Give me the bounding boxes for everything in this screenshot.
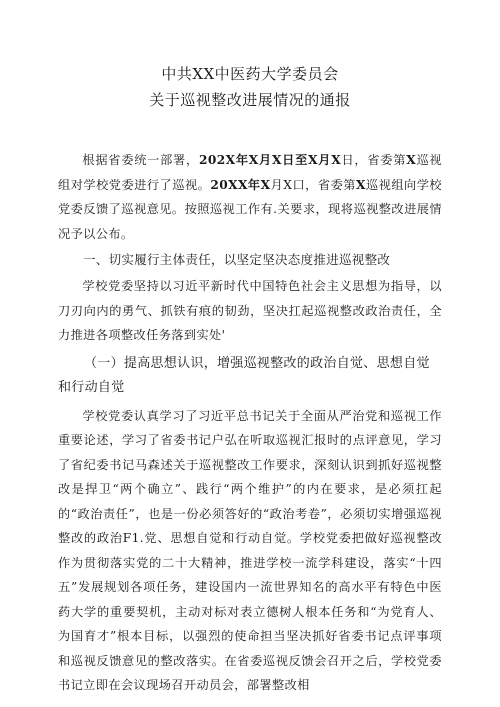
intro-text-bold: 月 (258, 153, 272, 167)
intro-group-x: X (406, 153, 417, 167)
intro-day-x: X (331, 153, 342, 167)
intro-text-bold: 年 (235, 153, 249, 167)
document-title-line-2: 关于巡视整改进展情况的通报 (149, 91, 351, 109)
section-1-subheading-1: （一）提高思想认识，增强巡视整改的政治自觉、思想自觉和行动自觉 (58, 355, 430, 395)
intro-text: 日，省委第 (341, 153, 407, 167)
intro-text-bold: 年 (247, 177, 261, 192)
intro-group-x: X (355, 177, 366, 192)
document-title-line-1: 中共XX中医药大学委员会 (161, 65, 339, 83)
intro-text: 月X口，省委第 (270, 177, 356, 192)
section-1-heading: 一、切实履行主体责任，以坚定坚决态度推进巡视整改 (83, 252, 391, 267)
title-block (58, 62, 442, 112)
intro-paragraph (58, 148, 442, 246)
intro-month-x: X (260, 177, 271, 192)
intro-day-x: X (271, 153, 282, 167)
intro-text: 巡视组对学校党委进行了巡视。 (58, 153, 442, 192)
intro-text-bold: 月 (317, 153, 332, 167)
intro-text: 根据省委统一部署， (82, 153, 199, 167)
intro-month-x: X (248, 153, 259, 167)
section-1-sub-1-paragraph: 学校党委认真学习了习近平总书记关于全面从严治党和巡视工作重要论述，学习了省委书记户弘在听取巡视汇报时的点评意见，学习了省纪委书记马森述关于巡视整改工作要求，深刻认识到抓好巡视整改是捍卫“两个确立”、践行“两个维护”的内在要求，是必须扛起的“政治责任”，也是一份必须答好的“政治考卷”，必须切实增强巡视整改的政治F1.党、思想自觉和行动自觉。学校党委把做好巡视整改作为贯彻落实党的二十大精神，推进学校一流学科建设，落实“十四五”发展规划各项任务，建设国内一流世界知名的高水平有特色中医药大学的重要契机，主动对标对表立德树人根本任务和“为党育人、为国育才”根本目标，以强烈的使命担当坚决抓好省委书记点评事项和巡视反馈意见的整改落实。在省委巡视反馈会召开之后，学校党委书记立即在会议现场召开动员会，部署整改相 (58, 408, 442, 692)
intro-year: 202X (198, 153, 236, 167)
intro-text: 巡视组向学校党委反馈了巡视意见。按照巡视工作有.关要求，现将巡视整改进展情况予以公布。 (58, 177, 442, 241)
intro-year: 20XX (210, 177, 248, 192)
section-1-paragraph: 学校党委坚持以习近平新时代中国特色社会主义思想为指导，以刀刃向内的勇气、抓铁有痕的韧劲，坚决扛起巡视整改政治责任，全力推进各项整改任务落到实处' (58, 279, 442, 342)
intro-month-x: X (308, 153, 318, 167)
intro-text-bold: 日至 (281, 153, 309, 167)
